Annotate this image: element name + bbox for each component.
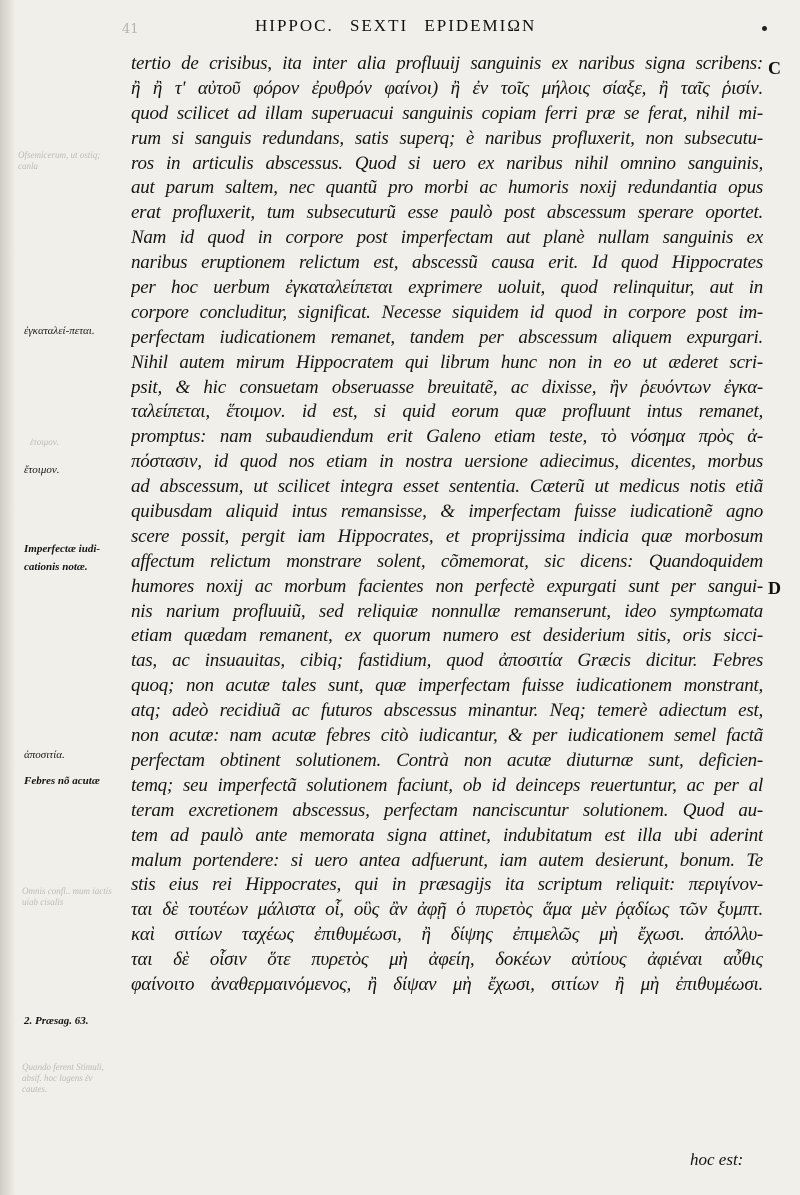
text-line: psit, & hic consuetam obseruasse breuitatẽ, ac dixisse, ἢν ῥευόντων ἐγκα- (131, 376, 763, 398)
text-line: ται δὲ οἷσιν ὅτε πυρετὸς μὴ ἀφείη, δοκέων αὐτίους ἀφιέναι αὖθις (131, 949, 763, 971)
text-line: naribus eruptionem relictum est, abscessũ causa erit. Id quod Hippocrates (131, 252, 763, 274)
text-line: ἢ ἢ τ' αὐτοῦ φόρον ἐρυθρόν φαίνοι) ἢ ἐν τοῖς μήλοις σίαξε, ἢ ταῖς ῥισίν. (131, 77, 763, 99)
ghost-note: ἑτοιμον. (30, 437, 60, 447)
text-line: stis eius rei Hippocrates, qui in præsagijs ita scriptum reliquit: περιγίνον- (131, 874, 763, 896)
text-line: Nihil autem mirum Hippocratem qui librum hunc non in eo ut æderet scri- (131, 351, 763, 373)
margin-note: ἕτοιμον. (24, 464, 60, 476)
ghost-note: Omnis confl.. mum iactis uiab cisalis (22, 886, 112, 907)
margin-note: ἀποσιτία. (24, 749, 65, 761)
text-line: φαίνοιτο ἀναθερμαινόμενος, ἢ δίψαν μὴ ἔχωσι, σιτίων ἢ μὴ ἐπιθυμέωσι. (131, 973, 763, 995)
margin-note: ἐγκαταλεί-πεται. (24, 325, 95, 337)
text-line: rum si sanguis redundans, satis superq; è naribus profluxerit, non subsecutu- (131, 127, 763, 149)
text-line: ταλείπεται, ἕτοιμον. id est, si quid eorum quæ profluunt intus remanet, (131, 401, 763, 423)
text-line: quod scilicet ad illam superuacui sanguinis copiam ferri præ se ferat, nihil mi- (131, 102, 763, 124)
text-line: non acutæ: nam acutæ febres citò iudicantur, & per iudicationem semel factã (131, 725, 763, 747)
header-word: HIPPOC. (255, 16, 334, 35)
text-line: tertio de crisibus, ita inter alia profluuij sanguinis ex naribus signa scribens: (131, 53, 763, 74)
text-line: atq; adeò recidiuã ac futuros abscessus minantur. Neq; temerè adiectum est, (131, 700, 763, 722)
text-line: ad abscessum, ut scilicet integra esset sententia. Cæterũ ut medicus notis etiã (131, 476, 763, 498)
running-header (255, 16, 546, 36)
text-line: perfectam obtinent solutionem. Contrà non acutæ diuturnæ sunt, deficien- (131, 749, 763, 771)
margin-note: 2. Præsag. 63. (24, 1015, 89, 1027)
text-line: scere possit, pergit iam Hippocrates, et proprijssima indicia quæ morbosum (131, 525, 763, 547)
text-line: temq; seu imperfectã solutionem faciunt, ob id deinceps reuertuntur, ac per al (131, 774, 763, 796)
text-line: aut parum saltem, nec quantũ pro morbi ac humoris noxij redundantia opus (131, 177, 763, 199)
text-line: corpore concluditur, significat. Necesse siquidem id quod in corpore post im- (131, 301, 763, 323)
text-line: nis narium profluuiũ, sed reliquiæ nonnullæ remanserunt, ideo symptωmata (131, 600, 763, 622)
text-line: ται δὲ τουτέων μάλιστα οἷ, οὓς ἂν ἀφῇ ὁ πυρετὸς ἅμα μὲν ῥᾳδίως τῶν ξυμπτ. (131, 899, 763, 921)
ghost-note: Quando ferent Stimuli, absif. hoc lugens ἐν cautes. (22, 1062, 104, 1094)
text-line: promptus: nam subaudiendum erit Galeno etiam teste, τὸ νόσημα πρὸς ἀ- (131, 426, 763, 448)
text-line: tas, ac insuauitas, cibiq; fastidium, quod ἀποσιτία Græcis dicitur. Febres (131, 650, 763, 672)
catchword: hoc est: (690, 1150, 744, 1169)
text-line: humores noxij ac morbum facientes non perfectè expurgati sunt per sangui- (131, 575, 763, 597)
scan-edge-shadow (0, 0, 16, 1195)
bleed-through-page-number: 41 (122, 22, 139, 37)
text-line: erat profluxerit, tum subsecuturũ esse paulò post abscessum sperare oportet. (131, 202, 763, 224)
text-line: perfectam iudicationem remanet, tandem per abscessum aliquem expurgari. (131, 326, 763, 348)
text-line: πόστασιν, id quod nos etiam in nostra uersione adiecimus, dicentes, morbus (131, 451, 763, 473)
text-line: tem ad paulò ante memorata signa attinet, indubitatum est illa ubi aderint (131, 824, 763, 846)
margin-note: Imperfectæ iudi-cationis notæ. (24, 543, 101, 573)
text-line: quoq; non acutæ tales sunt, quæ imperfectam fuisse iudicationem monstrant, (131, 675, 763, 697)
header-word: EPIDEMIΩN (424, 16, 537, 35)
text-line: malum portendere: si uero antea adfuerunt, iam autem desierunt, bonum. Te (131, 849, 763, 871)
ghost-note: Ofsemicerum, ut ostiq; canla (18, 150, 101, 171)
text-line: quibusdam aliquid intus remansisse, & imperfectam fuisse iudicationẽ agno (131, 501, 763, 523)
ink-dot (762, 26, 767, 31)
main-text-block (131, 52, 763, 998)
text-line: teram excretionem abscessus, perfectam nanciscuntur solutionem. Quod au- (131, 799, 763, 821)
section-letter-d: D (768, 578, 781, 598)
header-word: SEXTI (349, 16, 409, 35)
text-line: καὶ σιτίων ταχέως ἐπιθυμέωσι, ἢ δίψης ἐπιμελῶς μὴ ἔχωσι. ἀπόλλυ- (131, 924, 763, 946)
text-line: affectum relictum monstrare solent, cõmemorat, sic dicens: Quandoquidem (131, 550, 763, 572)
text-line: per hoc uerbum ἐγκαταλείπεται exprimere uoluit, quod relinquitur, aut in (131, 277, 763, 299)
text-line: Nam id quod in corpore post imperfectam aut planè nullam sanguinis ex (131, 227, 763, 249)
section-letter-c: C (768, 58, 781, 78)
text-line: ros in articulis abscessus. Quod si uero ex naribus nihil omnino sanguinis, (131, 152, 763, 174)
text-line: etiam quædam remanent, ex quorum numero est desiderium sitis, oris sicci- (131, 625, 763, 647)
margin-note: Febres nõ acutæ (24, 775, 100, 787)
